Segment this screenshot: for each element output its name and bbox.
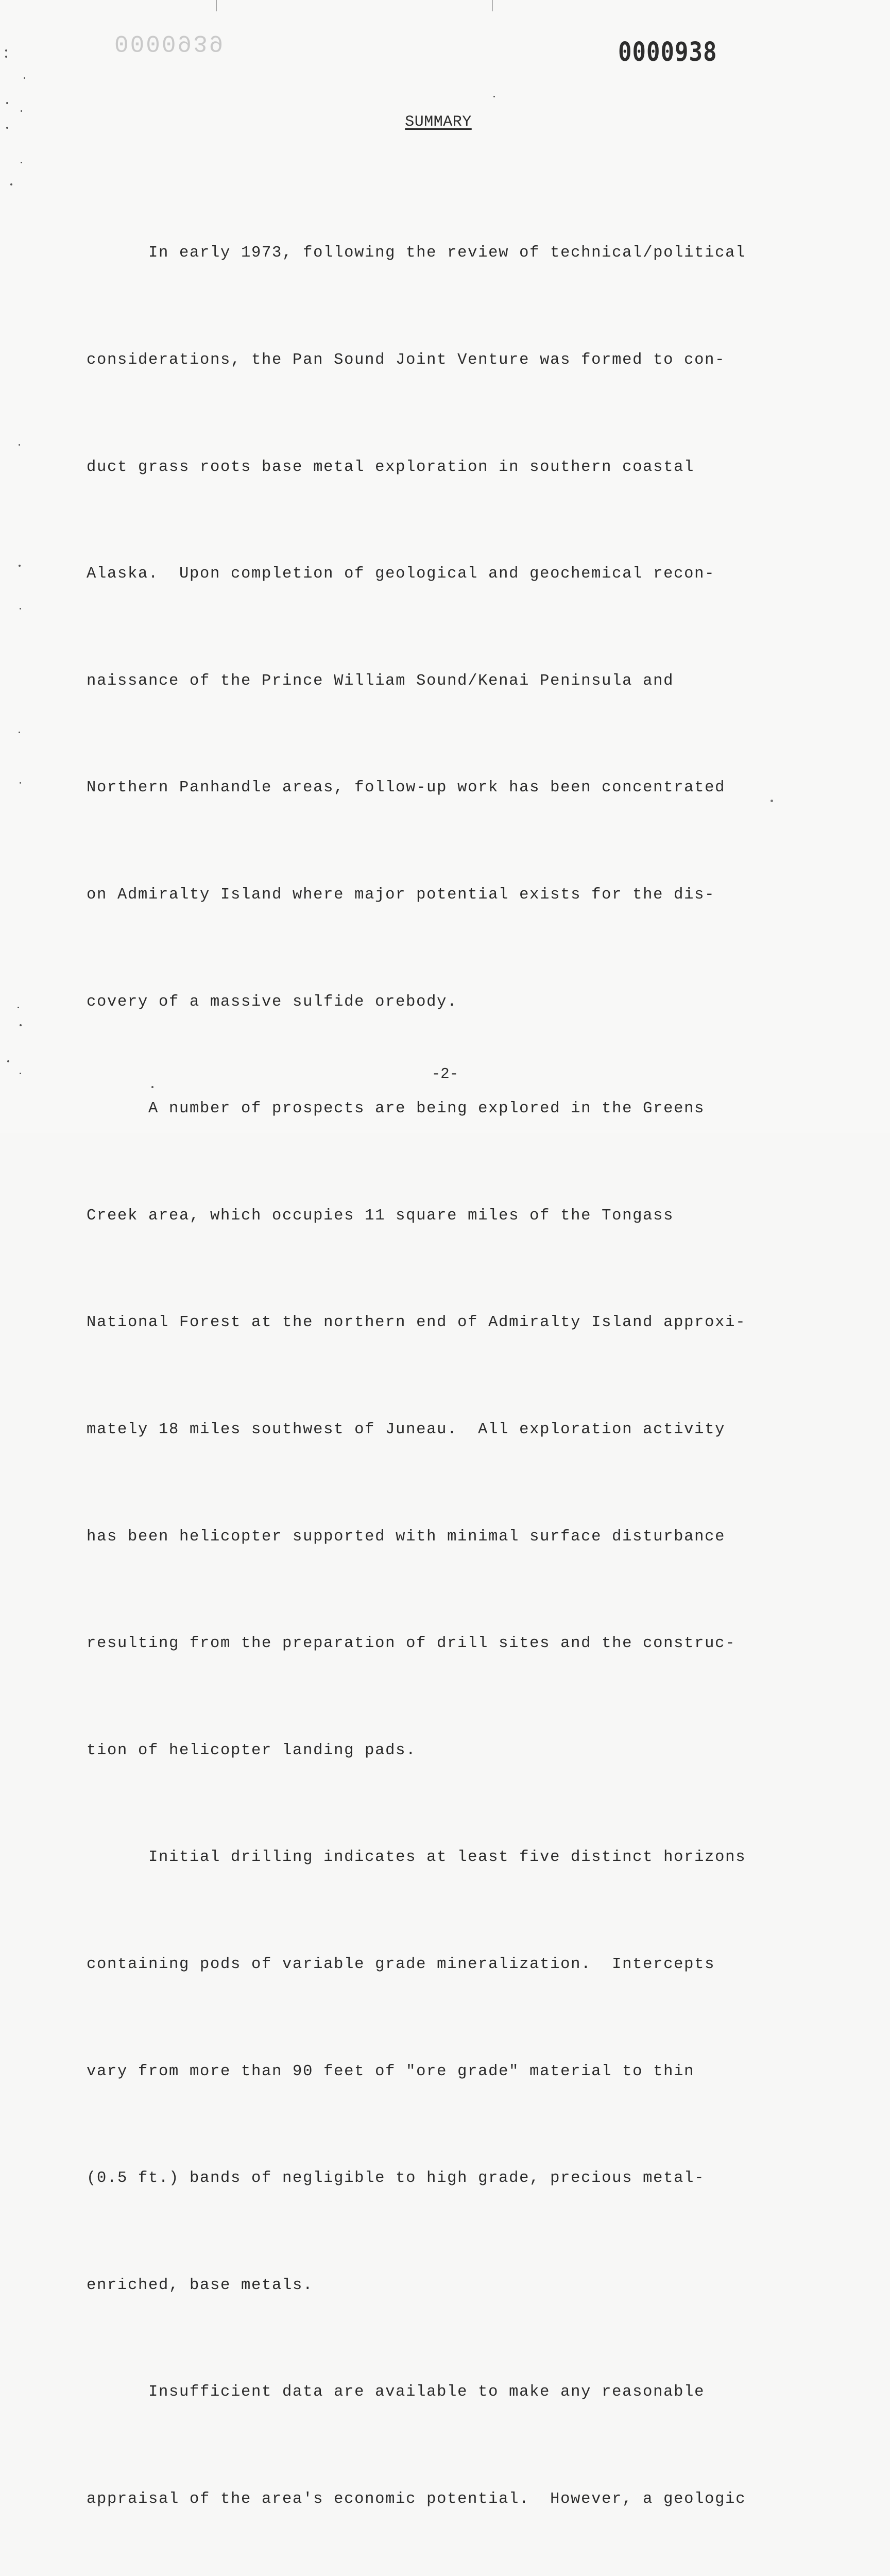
scan-speck [21,110,22,112]
scan-speck [24,77,25,79]
text-line: vary from more than 90 feet of "ore grade" material to thin [87,2062,695,2080]
scan-speck [20,608,21,609]
text-line: has been helicopter supported with minimal surface disturbance [87,1528,726,1546]
scan-speck [19,732,20,733]
text-line: Northern Panhandle areas, follow-up work has been concentrated [87,779,726,797]
text-line: mately 18 miles southwest of Juneau. All exploration activity [87,1420,726,1438]
scan-speck [20,782,21,784]
summary-body [87,164,787,2576]
scan-speck [10,183,12,185]
text-line: Initial drilling indicates at least five distinct horizons [87,1849,746,1867]
text-line: naissance of the Prince William Sound/Kenai Peninsula and [87,672,674,690]
scan-speck [18,1007,19,1008]
text-line: covery of a massive sulfide orebody. [87,993,458,1011]
text-line: (0.5 ft.) bands of negligible to high grade, precious metal- [87,2170,705,2188]
scan-speck [151,1086,153,1088]
scan-speck [20,1073,21,1074]
scan-speck [5,56,7,58]
scan-speck [6,102,8,104]
scan-speck [19,444,20,446]
text-line: A number of prospects are being explored in the Greens [87,1100,705,1118]
text-line: on Admiralty Island where major potential exists for the dis- [87,886,715,904]
page-number: -2- [431,1065,459,1082]
document-number-stamp: 0000938 [618,37,717,67]
text-line: enriched, base metals. [87,2276,314,2294]
faint-bleed-stamp: 0000939 [114,29,225,56]
text-line: National Forest at the northern end of Admiralty Island approxi- [87,1314,746,1332]
scan-speck [19,565,21,567]
text-line: tion of helicopter landing pads. [87,1741,417,1759]
text-line: Alaska. Upon completion of geological and geochemical recon- [87,565,715,583]
scan-speck [6,127,8,129]
page-title: SUMMARY [405,113,472,131]
text-line: appraisal of the area's economic potential. However, a geologic [87,2490,746,2508]
scan-speck [7,1060,9,1062]
scan-speck [20,1024,22,1026]
text-line: Insufficient data are available to make any reasonable [87,2383,705,2401]
scan-speck [771,800,773,802]
scan-edge-mark [216,0,217,11]
text-line: containing pods of variable grade mineralization. Intercepts [87,1955,715,1973]
scan-speck [5,49,7,52]
scan-edge-mark [492,0,493,11]
scan-speck [493,96,495,97]
text-line: duct grass roots base metal exploration in southern coastal [87,458,695,476]
text-line: Creek area, which occupies 11 square miles of the Tongass [87,1207,674,1225]
text-line: resulting from the preparation of drill sites and the construc- [87,1635,736,1653]
text-line: In early 1973, following the review of technical/political [87,244,746,262]
text-line: considerations, the Pan Sound Joint Venture was formed to con- [87,351,726,369]
scan-speck [21,162,22,163]
